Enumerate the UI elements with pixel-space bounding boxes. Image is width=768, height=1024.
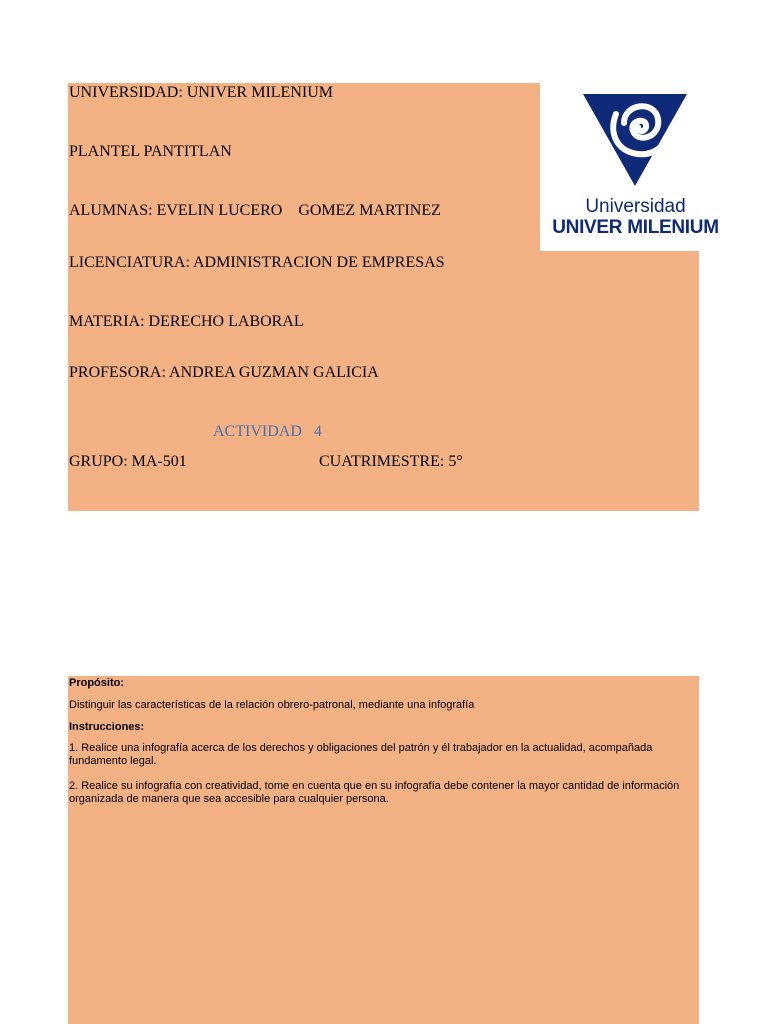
instruction-item-2: 2. Realice su infografía con creatividad, tome en cuenta que en su infografía debe contener la mayor cantidad de información organizada de manera que sea accesible para cualquier persona.	[69, 780, 680, 805]
university-logo	[540, 83, 731, 251]
plantel-line: PLANTEL PANTITLAN	[69, 143, 232, 160]
grupo-line: GRUPO: MA-501	[69, 453, 187, 470]
instrucciones-heading: Instrucciones:	[69, 721, 145, 733]
licenciatura-line: LICENCIATURA: ADMINISTRACION DE EMPRESAS	[69, 254, 445, 271]
cuatrimestre-line: CUATRIMESTRE: 5°	[319, 453, 463, 470]
shield-logo-icon	[583, 94, 687, 186]
proposito-text: Distinguir las características de la relación obrero-patronal, mediante una infografía	[69, 699, 475, 711]
universidad-line: UNIVERSIDAD: UNIVER MILENIUM	[69, 84, 333, 101]
instructions-panel	[68, 676, 699, 1024]
profesora-line: PROFESORA: ANDREA GUZMAN GALICIA	[69, 364, 379, 381]
logo-line-name: UNIVER MILENIUM	[552, 217, 719, 238]
alumnas-line: ALUMNAS: EVELIN LUCERO GOMEZ MARTINEZ	[69, 202, 441, 219]
actividad-line: ACTIVIDAD 4	[213, 423, 322, 440]
logo-line-universidad: Universidad	[585, 196, 686, 217]
materia-line: MATERIA: DERECHO LABORAL	[69, 313, 304, 330]
proposito-heading: Propósito:	[69, 677, 124, 689]
instruction-item-1: 1. Realice una infografía acerca de los derechos y obligaciones del patrón y él trabajador en la actualidad, acompañada fundamento legal.	[69, 742, 653, 767]
